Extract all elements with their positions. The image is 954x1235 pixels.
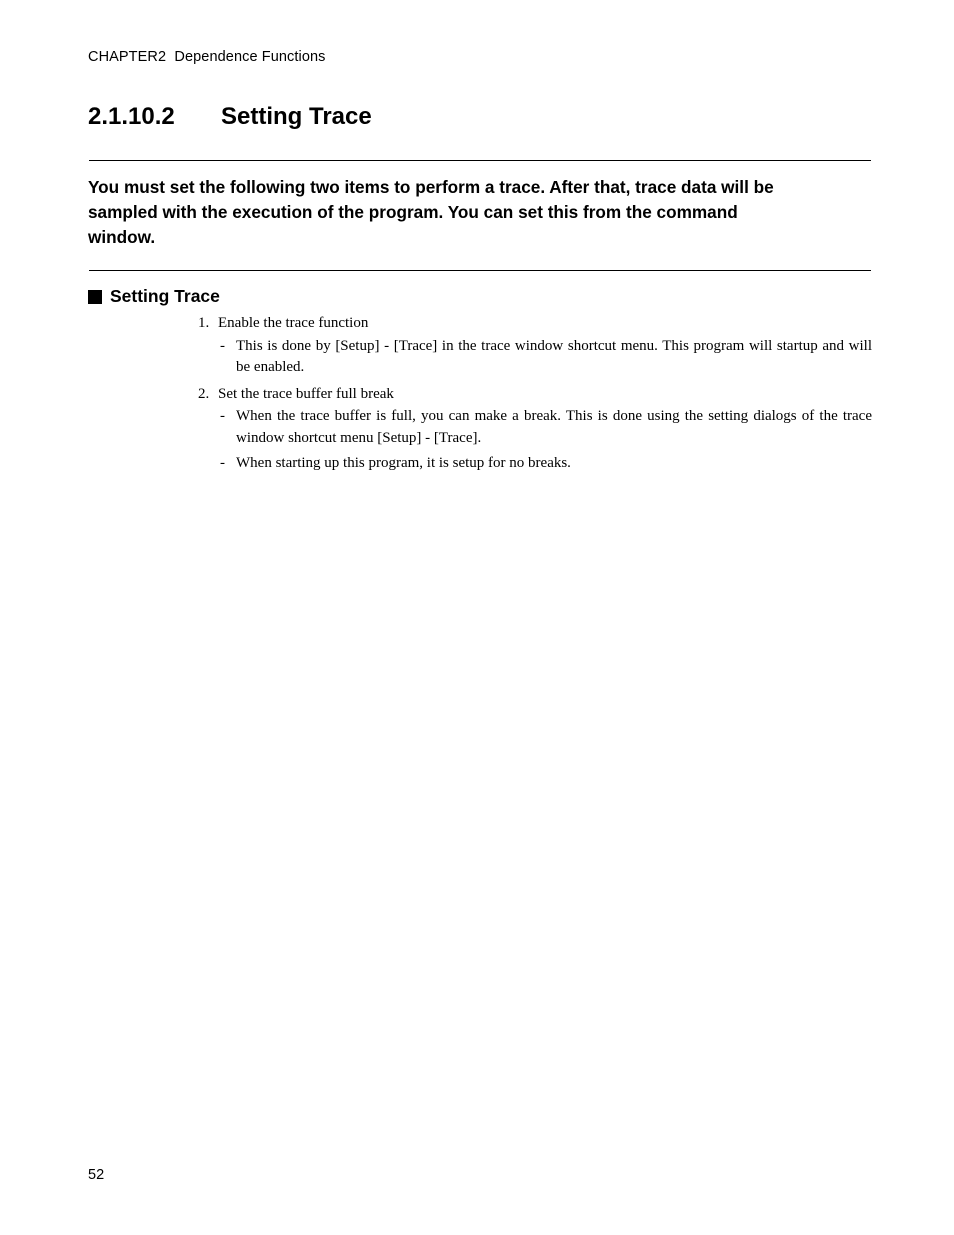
section-number: 2.1.10.2 bbox=[88, 103, 175, 130]
step-label: Enable the trace function bbox=[218, 315, 369, 331]
summary-paragraph: You must set the following two items to perform a trace. After that, trace data will be sampled with the execution of the program. You can set this from the command window. bbox=[88, 177, 774, 247]
section-title: Setting Trace bbox=[221, 103, 372, 130]
detail-text: When starting up this program, it is setup for no breaks. bbox=[236, 455, 571, 471]
step-detail bbox=[220, 336, 872, 379]
detail-text: This is done by [Setup] - [Trace] in the trace window shortcut menu. This program will startup and will be enabled. bbox=[236, 337, 872, 375]
list-item bbox=[198, 313, 872, 379]
step-number: 2. bbox=[198, 385, 210, 402]
step-title bbox=[198, 384, 872, 406]
subsection-title: Setting Trace bbox=[110, 286, 220, 306]
dash-bullet: - bbox=[220, 455, 225, 471]
detail-text: When the trace buffer is full, you can make a break. This is done using the setting dialogs of the trace window shortcut menu [Setup] - [Trace]. bbox=[236, 408, 872, 446]
dash-bullet: - bbox=[220, 408, 225, 424]
step-title bbox=[198, 313, 872, 335]
step-label: Set the trace buffer full break bbox=[218, 385, 394, 402]
step-number: 1. bbox=[198, 315, 210, 331]
list-item bbox=[198, 384, 872, 475]
running-header: CHAPTER2 Dependence Functions bbox=[88, 49, 326, 65]
top-divider bbox=[89, 160, 871, 161]
page-number: 52 bbox=[88, 1167, 105, 1183]
bottom-divider bbox=[89, 270, 871, 271]
section-heading bbox=[88, 103, 372, 131]
square-bullet-icon bbox=[88, 290, 102, 304]
subsection-heading bbox=[88, 286, 220, 307]
steps-list bbox=[198, 313, 872, 480]
dash-bullet: - bbox=[220, 337, 225, 354]
step-detail bbox=[220, 406, 872, 449]
step-detail bbox=[220, 453, 872, 475]
